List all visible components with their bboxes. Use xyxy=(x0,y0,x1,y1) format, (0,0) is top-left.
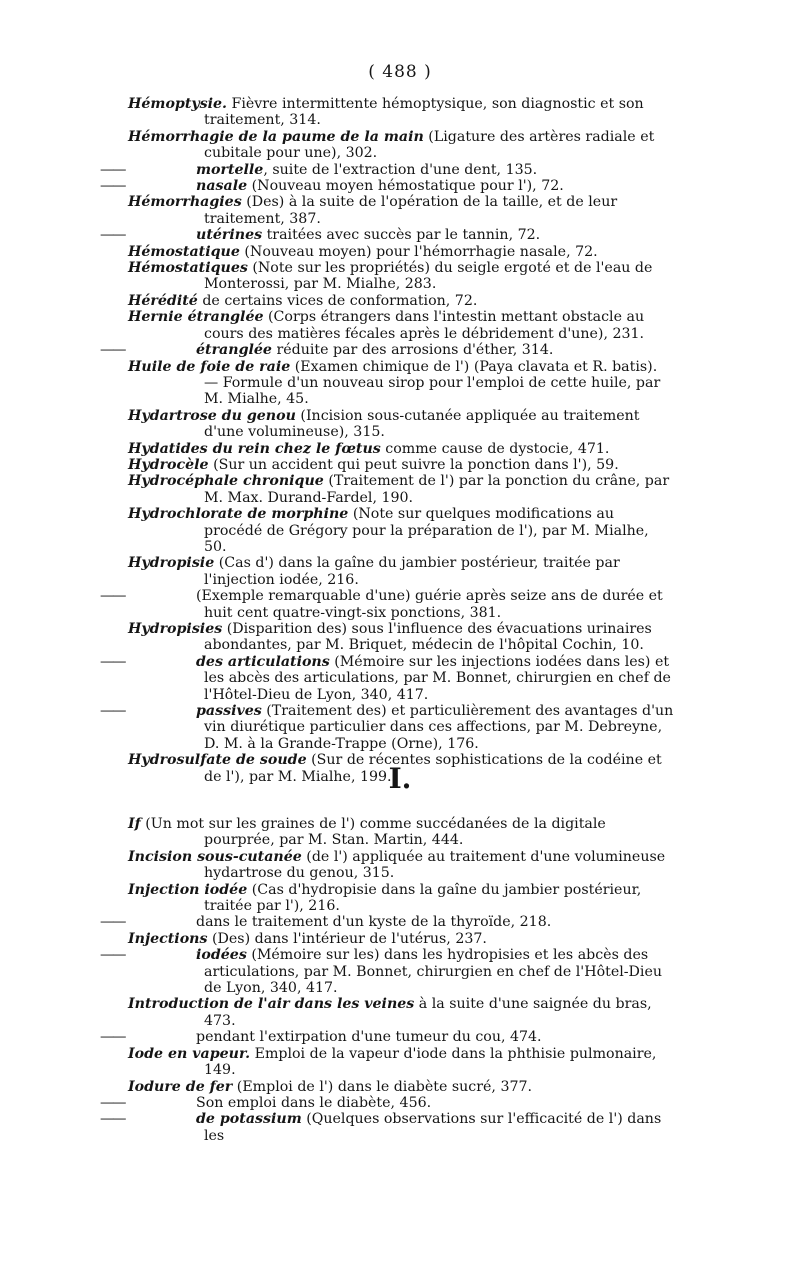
entry-text: (de l') appliquée au traitement d'une volumineuse hydartrose du genou, 315. xyxy=(204,848,666,882)
index-entry xyxy=(128,473,674,506)
entry-text: (Sur de récentes sophistications de la codéine et de l'), par M. Mialhe, 199. xyxy=(204,752,662,785)
entry-text: (Nouveau moyen hémostatique pour l'), 72. xyxy=(247,178,564,195)
index-entry xyxy=(128,1046,674,1079)
continuation-dash: —— xyxy=(100,1029,125,1046)
entry-heading: Hydartrose du genou xyxy=(128,407,296,424)
entry-heading: nasale xyxy=(196,178,248,195)
index-entry xyxy=(100,947,674,997)
index-entry xyxy=(100,227,674,244)
entry-text: (Note sur les propriétés) du seigle ergoté et de l'eau de Monterossi, par M. Mialhe, 283. xyxy=(204,260,653,293)
continuation-dash: —— xyxy=(100,653,125,670)
entry-text: (Exemple remarquable d'une) guérie après seize ans de durée et huit cent quatre-vingt-six ponctions, 381. xyxy=(196,588,663,621)
entry-text: (Traitement des) et particulièrement des avantages d'un vin diurétique particulier dans ces affections, par M. Debreyne, D. M. à la Grande-Trappe (Orne), 176. xyxy=(204,703,674,752)
entry-heading: Introduction de l'air dans les veines xyxy=(128,996,415,1013)
index-entry xyxy=(100,342,674,359)
entry-heading: Hémostatiques xyxy=(128,260,248,277)
continuation-dash: —— xyxy=(100,342,125,359)
entry-text: (Mémoire sur les injections iodées dans les) et les abcès des articulations, par M. Bonnet, chirurgien en chef de l'Hôtel-Dieu de Lyon, 340, 417. xyxy=(204,653,671,703)
entry-heading: mortelle xyxy=(196,161,264,178)
continuation-dash: —— xyxy=(100,914,125,931)
index-entry xyxy=(100,1094,674,1111)
index-entry xyxy=(128,931,674,947)
entry-heading: iodées xyxy=(196,947,247,964)
entry-heading: Hémoptysie. xyxy=(128,96,227,112)
entry-text: (Corps étrangers dans l'intestin mettant obstacle au cours des matières fécales après le débridement d'une), 231. xyxy=(204,309,645,342)
entry-heading: utérines xyxy=(196,227,263,244)
index-entry xyxy=(128,260,674,293)
entry-heading: Hémorrhagie de la paume de la main xyxy=(128,128,424,145)
entry-text: (Quelques observations sur l'efficacité de l') dans les xyxy=(204,1111,662,1144)
entry-heading: Incision sous-cutanée xyxy=(128,848,302,865)
entry-heading: étranglée xyxy=(196,342,272,359)
section-letter-heading: I. xyxy=(388,762,412,795)
entry-text: , suite de l'extraction d'une dent, 135. xyxy=(263,161,538,178)
entry-heading: Hérédité xyxy=(128,292,198,309)
index-entry xyxy=(128,1079,674,1095)
entry-text: dans le traitement d'un kyste de la thyroïde, 218. xyxy=(196,914,552,931)
continuation-dash: —— xyxy=(100,1111,125,1128)
page-number: ( 488 ) xyxy=(368,62,432,82)
index-entry xyxy=(128,996,674,1029)
continuation-dash: —— xyxy=(100,588,125,605)
entry-heading: Hydropisies xyxy=(128,621,223,637)
entry-text: pendant l'extirpation d'une tumeur du cou, 474. xyxy=(196,1029,542,1046)
index-entry xyxy=(128,506,674,555)
index-entry xyxy=(128,96,674,129)
entry-heading: Hydrosulfate de soude xyxy=(128,752,307,769)
entry-text: (Un mot sur les graines de l') comme succédanées de la digitale pourprée, par M. Stan. Martin, 444. xyxy=(140,816,606,849)
entry-text: (Emploi de l') dans le diabète sucré, 377. xyxy=(232,1078,533,1095)
index-entry xyxy=(100,178,674,195)
entry-heading: Hydropisie xyxy=(128,555,215,572)
index-entry xyxy=(128,408,674,441)
index-entries-i xyxy=(100,816,674,1144)
entry-heading: Hernie étranglée xyxy=(128,309,264,326)
entry-text: comme cause de dystocie, 471. xyxy=(380,440,610,457)
index-entry xyxy=(128,129,674,162)
entry-text: (Sur un accident qui peut suivre la ponction dans l'), 59. xyxy=(208,456,619,473)
continuation-dash: —— xyxy=(100,161,125,178)
index-entry xyxy=(100,703,674,752)
entry-heading: Huile de foie de raie xyxy=(128,358,291,375)
index-entry xyxy=(128,457,674,473)
entry-heading: If xyxy=(128,816,141,832)
index-entry xyxy=(128,309,674,342)
entry-heading: Hémostatique xyxy=(128,243,240,260)
entry-text: (Incision sous-cutanée appliquée au traitement d'une volumineuse), 315. xyxy=(204,407,640,441)
entry-heading: Hémorrhagies xyxy=(128,194,242,211)
entry-text: (Traitement de l') par la ponction du crâne, par M. Max. Durand-Fardel, 190. xyxy=(204,473,670,506)
entry-heading: passives xyxy=(196,703,262,720)
entry-text: (Note sur quelques modifications au procédé de Grégory pour la préparation de l'), par M. Mialhe, 50. xyxy=(204,506,649,555)
entry-text: Fièvre intermittente hémoptysique, son diagnostic et son traitement, 314. xyxy=(204,96,644,129)
entry-heading: des articulations xyxy=(196,653,330,670)
index-entry xyxy=(100,653,674,703)
entry-text: Son emploi dans le diabète, 456. xyxy=(196,1094,432,1111)
entry-text: (Cas d') dans la gaîne du jambier postérieur, traitée par l'injection iodée, 216. xyxy=(204,555,620,588)
index-entry xyxy=(128,621,674,654)
entry-text: (Disparition des) sous l'influence des évacuations urinaires abondantes, par M. Briquet, médecin de l'hôpital Cochin, 10. xyxy=(204,621,652,654)
index-entry xyxy=(128,849,674,882)
entry-text: (Ligature des artères radiale et cubitale pour une), 302. xyxy=(204,128,655,162)
index-entry xyxy=(100,914,674,931)
entry-text: de certains vices de conformation, 72. xyxy=(197,292,478,309)
continuation-dash: —— xyxy=(100,178,125,195)
index-entry xyxy=(128,194,674,227)
continuation-dash: —— xyxy=(100,1094,125,1111)
entry-text: réduite par des arrosions d'éther, 314. xyxy=(271,342,554,359)
entry-heading: Hydrocéphale chronique xyxy=(128,473,324,490)
entry-text: traitées avec succès par le tannin, 72. xyxy=(262,227,541,244)
index-entry xyxy=(128,293,674,309)
entry-text: (Mémoire sur les) dans les hydropisies et les abcès des articulations, par M. Bonnet, chirurgien en chef de l'Hôtel-Dieu de Lyon, 340, 417. xyxy=(204,947,662,997)
index-entry xyxy=(100,161,674,178)
entry-heading: Hydrocèle xyxy=(128,456,209,473)
entry-heading: Hydrochlorate de morphine xyxy=(128,506,349,523)
entry-text: (Examen chimique de l') (Paya clavata et R. batis). — Formule d'un nouveau sirop pour l'emploi de cette huile, par M. Mialhe, 45. xyxy=(204,358,661,408)
entry-text: (Des) à la suite de l'opération de la taille, et de leur traitement, 387. xyxy=(204,194,618,227)
continuation-dash: —— xyxy=(100,703,125,720)
index-entry xyxy=(128,244,674,260)
entry-heading: Iodure de fer xyxy=(128,1078,233,1095)
index-entry xyxy=(100,1029,674,1046)
index-entry xyxy=(128,555,674,588)
entry-heading: Iode en vapeur. xyxy=(128,1045,251,1062)
index-entry xyxy=(128,816,674,849)
index-entry xyxy=(100,1111,674,1144)
entry-text: (Cas d'hydropisie dans la gaîne du jambier postérieur, traitée par l'), 216. xyxy=(204,881,642,915)
index-entry xyxy=(128,359,674,408)
entry-heading: Injection iodée xyxy=(128,881,248,898)
entry-text: (Des) dans l'intérieur de l'utérus, 237. xyxy=(207,930,487,947)
entry-heading: Hydatides du rein chez le fœtus xyxy=(128,440,381,457)
entry-heading: de potassium xyxy=(196,1111,302,1128)
entry-text: Emploi de la vapeur d'iode dans la phthisie pulmonaire, 149. xyxy=(204,1045,657,1079)
entry-text: à la suite d'une saignée du bras, 473. xyxy=(204,996,652,1029)
continuation-dash: —— xyxy=(100,947,125,964)
entry-text: (Nouveau moyen) pour l'hémorrhagie nasale, 72. xyxy=(239,243,598,260)
continuation-dash: —— xyxy=(100,227,125,244)
index-entries-h xyxy=(100,96,674,785)
entry-heading: Injections xyxy=(128,930,208,947)
index-entry xyxy=(100,588,674,621)
index-entry xyxy=(128,882,674,915)
index-entry xyxy=(128,441,674,457)
